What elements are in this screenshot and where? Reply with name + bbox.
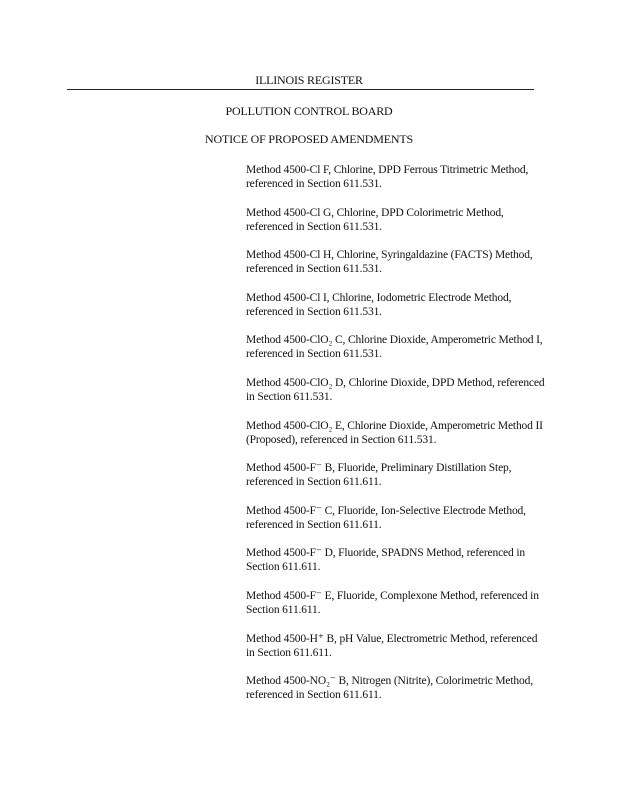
- method-entry: Method 4500-ClO₂ C, Chlorine Dioxide, Amperometric Method I, referenced in Section 611.531.: [246, 334, 543, 361]
- board-title: POLLUTION CONTROL BOARD: [225, 104, 393, 118]
- method-entry: Method 4500-Cl G, Chlorine, DPD Colorimetric Method, referenced in Section 611.531.: [246, 206, 504, 233]
- header-rule: [67, 89, 534, 90]
- method-entry: Method 4500-Cl F, Chlorine, DPD Ferrous Titrimetric Method, referenced in Section 611.531.: [246, 164, 529, 190]
- method-entry: Method 4500-H⁺ B, pH Value, Electrometric Method, referenced in Section 611.611.: [246, 632, 538, 659]
- method-entry: Method 4500-Cl H, Chlorine, Syringaldazine (FACTS) Method, referenced in Section 611.531.: [246, 249, 533, 276]
- method-entry: Method 4500-ClO₂ D, Chlorine Dioxide, DPD Method, referenced in Section 611.531.: [246, 376, 545, 403]
- method-entry: Method 4500-F⁻ C, Fluoride, Ion-Selective Electrode Method, referenced in Section 611.611.: [246, 504, 526, 531]
- method-entry: Method 4500-ClO₂ E, Chlorine Dioxide, Amperometric Method II (Proposed), referenced in Section 611.531.: [246, 419, 543, 446]
- method-entry: Method 4500-F⁻ E, Fluoride, Complexone Method, referenced in Section 611.611.: [246, 589, 539, 616]
- method-entry: Method 4500-NO₂⁻ B, Nitrogen (Nitrite), Colorimetric Method, referenced in Section 611.611.: [246, 675, 533, 702]
- method-entry: Method 4500-F⁻ D, Fluoride, SPADNS Method, referenced in Section 611.611.: [246, 547, 525, 574]
- method-entry: Method 4500-F⁻ B, Fluoride, Preliminary Distillation Step, referenced in Section 611.611.: [246, 462, 512, 489]
- method-list: [246, 163, 546, 717]
- method-entry: Method 4500-Cl I, Chlorine, Iodometric Electrode Method, referenced in Section 611.531.: [246, 291, 512, 318]
- notice-title: NOTICE OF PROPOSED AMENDMENTS: [205, 132, 413, 146]
- register-title: ILLINOIS REGISTER: [255, 73, 363, 87]
